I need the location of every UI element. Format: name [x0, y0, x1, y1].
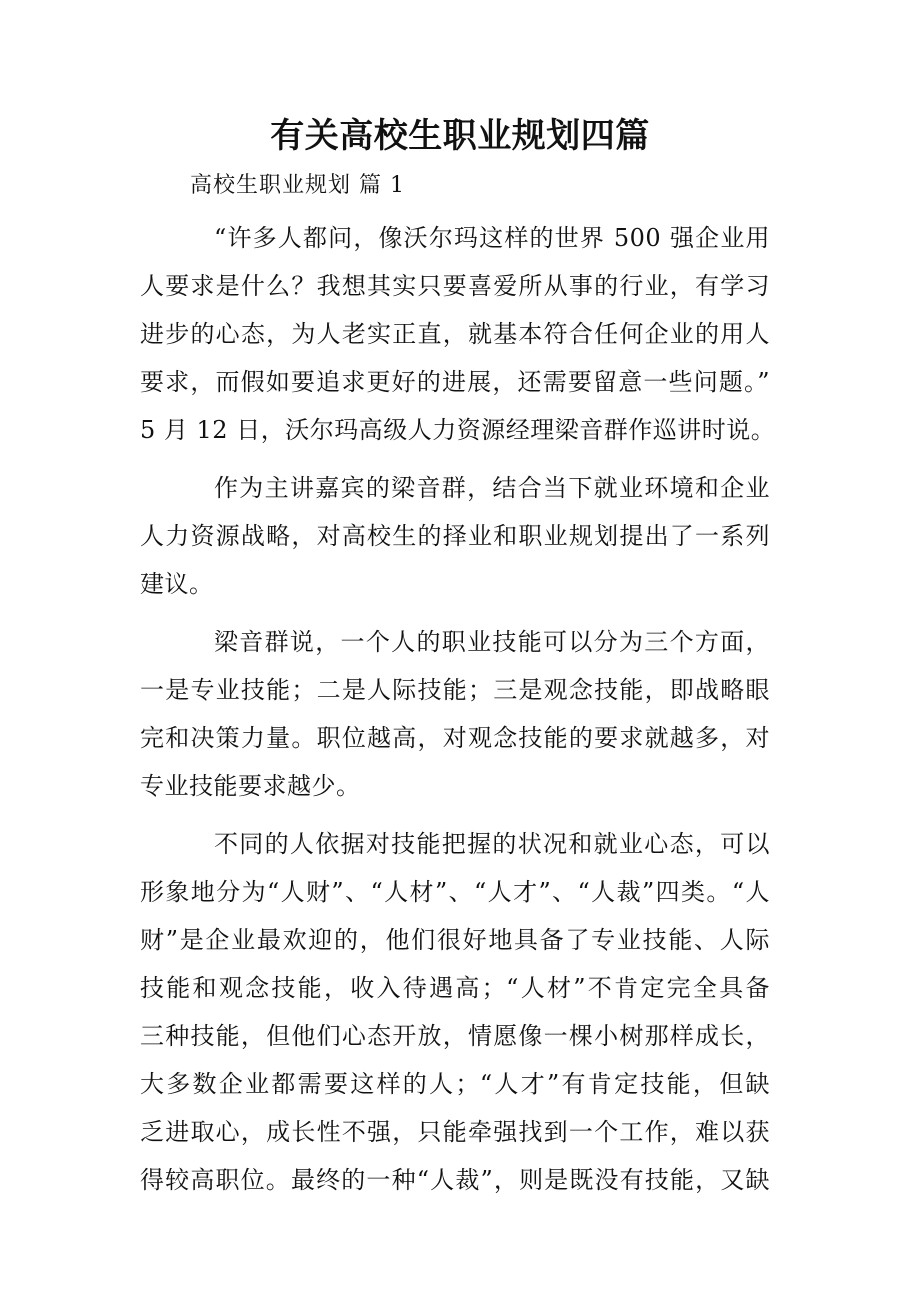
paragraph [140, 618, 770, 810]
paragraph-line: 人要求是什么？我想其实只要喜爱所从事的行业，有学习 [140, 272, 770, 300]
paragraph-line: 5 月 12 日，沃尔玛高级人力资源经理梁音群作巡讲时说。 [140, 416, 776, 444]
paragraph-line: 财”是企业最欢迎的，他们很好地具备了专业技能、人际 [140, 926, 770, 954]
paragraph-line: 技能和观念技能，收入待遇高；“人材”不肯定完全具备 [140, 974, 770, 1002]
paragraph-line: 进步的心态，为人老实正直，就基本符合任何企业的用人 [140, 320, 770, 348]
paragraph-line: 建议。 [140, 570, 214, 598]
paragraph-line: 专业技能要求越少。 [140, 772, 361, 800]
paragraph-line: 梁音群说，一个人的职业技能可以分为三个方面， [214, 628, 770, 656]
paragraph-line: 一是专业技能；二是人际技能；三是观念技能，即战略眼 [140, 676, 770, 704]
paragraph-line: 要求，而假如要追求更好的进展，还需要留意一些问题。” [140, 368, 770, 396]
document-body [140, 214, 776, 1204]
paragraph-line: 不同的人依据对技能把握的状况和就业心态，可以 [214, 830, 770, 858]
paragraph-line: 三种技能，但他们心态开放，情愿像一棵小树那样成长， [140, 1022, 770, 1050]
paragraph-line: “许多人都问，像沃尔玛这样的世界 500 强企业用 [214, 224, 770, 252]
paragraph-line: 作为主讲嘉宾的梁音群，结合当下就业环境和企业 [214, 474, 770, 502]
section-heading: 高校生职业规划 篇 1 [190, 173, 405, 198]
paragraph [140, 464, 770, 608]
paragraph-line: 乏进取心，成长性不强，只能牵强找到一个工作，难以获 [140, 1118, 770, 1146]
paragraph-line: 完和决策力量。职位越高，对观念技能的要求就越多，对 [140, 724, 770, 752]
paragraph-line: 大多数企业都需要这样的人；“人才”有肯定技能，但缺 [140, 1070, 770, 1098]
paragraph [140, 820, 770, 1204]
paragraph [140, 214, 776, 454]
paragraph-line: 得较高职位。最终的一种“人裁”，则是既没有技能，又缺 [140, 1166, 770, 1194]
paragraph-line: 形象地分为“人财”、“人材”、“人才”、“人裁”四类。“人 [140, 878, 770, 906]
document-title: 有关高校生职业规划四篇 [270, 116, 650, 156]
paragraph-line: 人力资源战略，对高校生的择业和职业规划提出了一系列 [140, 522, 770, 550]
